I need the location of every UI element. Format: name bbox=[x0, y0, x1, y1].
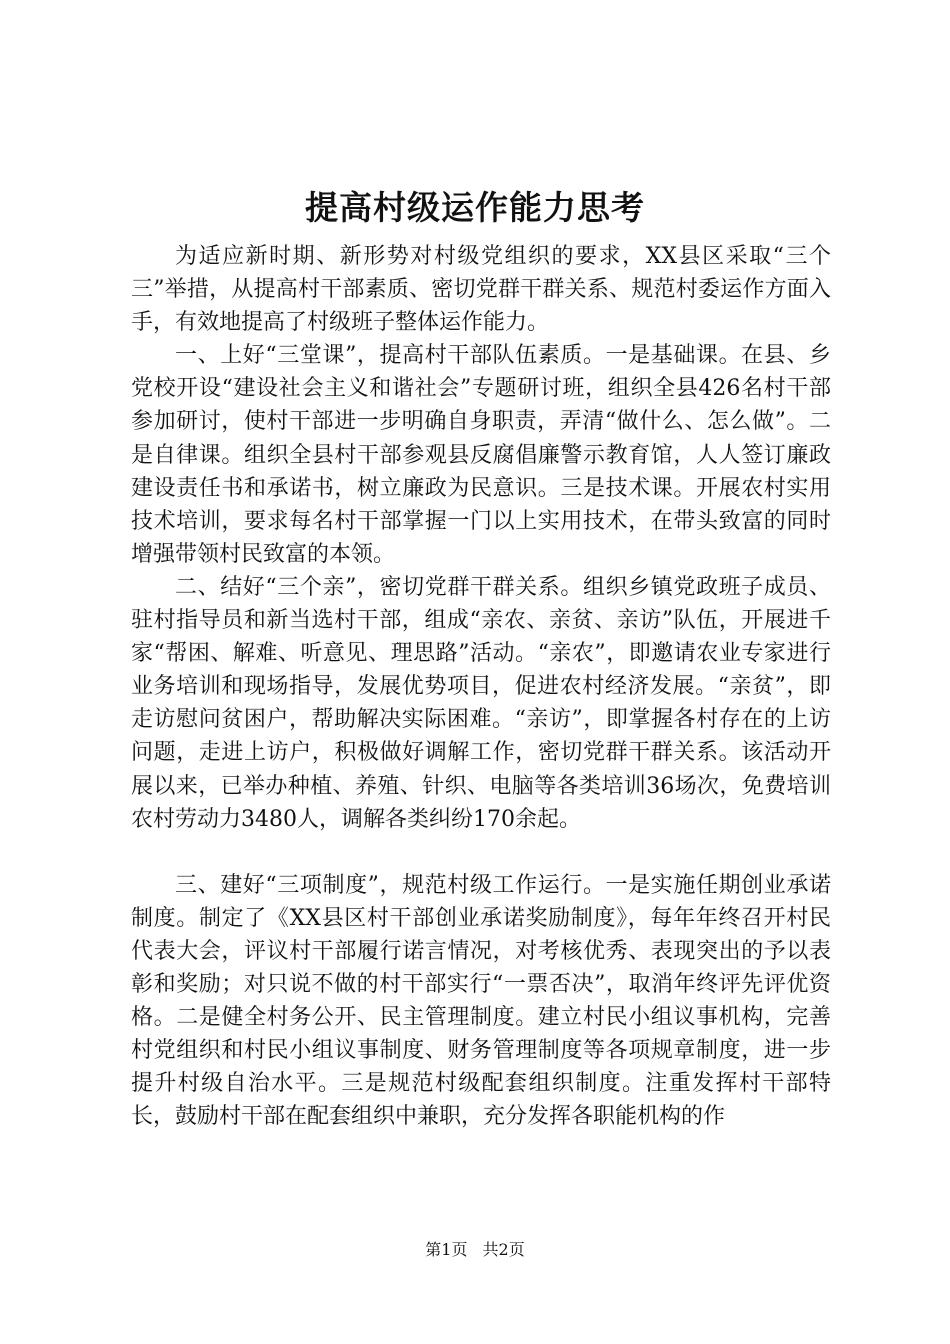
page-number-current: 第1页 bbox=[425, 1240, 468, 1259]
document-title: 提高村级运作能力思考 bbox=[305, 188, 645, 227]
paragraph-section-one: 一、上好“三堂课”，提高村干部队伍素质。一是基础课。在县、乡党校开设“建设社会主义和谐社会”专题研讨班，组织全县426名村干部参加研讨，使村干部进一步明确自身职责，弄清“做什么、怎么做”。二是自律课。组织全县村干部参观县反腐倡廉警示教育馆，人人签订廉政建设责任书和承诺书，树立廉政为民意识。三是技术课。开展农村实用技术培训，要求每名村干部掌握一门以上实用技术，在带头致富的同时增强带领村民致富的本领。 bbox=[131, 343, 831, 567]
page-footer bbox=[0, 1239, 950, 1261]
paragraph-section-three: 三、建好“三项制度”，规范村级工作运行。一是实施任期创业承诺制度。制定了《XX县区村干部创业承诺奖励制度》，每年年终召开村民代表大会，评议村干部履行诺言情况，对考核优秀、表现突出的予以表彰和奖励；对只说不做的村干部实行“一票否决”，取消年终评先评优资格。二是健全村务公开、民主管理制度。建立村民小组议事机构，完善村党组织和村民小组议事制度、财务管理制度等各项规章制度，进一步提升村级自治水平。三是规范村级配套组织制度。注重发挥村干部特长，鼓励村干部在配套组织中兼职，充分发挥各职能机构的作 bbox=[131, 872, 831, 1130]
paragraph-section-two: 二、结好“三个亲”，密切党群干群关系。组织乡镇党政班子成员、驻村指导员和新当选村干部，组成“亲农、亲贫、亲访”队伍，开展进千家“帮困、解难、听意见、理思路”活动。“亲农”，即邀请农业专家进行业务培训和现场指导，发展优势项目，促进农村经济发展。“亲贫”，即走访慰问贫困户，帮助解决实际困难。“亲访”，即掌握各村存在的上访问题，走进上访户，积极做好调解工作，密切党群干群关系。该活动开展以来，已举办种植、养殖、针织、电脑等各类培训36场次，免费培训农村劳动力3480人，调解各类纠纷170余起。 bbox=[131, 574, 831, 832]
document-body bbox=[131, 240, 831, 1133]
page-number-total: 共2页 bbox=[482, 1240, 525, 1259]
paragraph-intro: 为适应新时期、新形势对村级党组织的要求，XX县区采取“三个三”举措，从提高村干部素质、密切党群干群关系、规范村委运作方面入手，有效地提高了村级班子整体运作能力。 bbox=[131, 244, 831, 336]
